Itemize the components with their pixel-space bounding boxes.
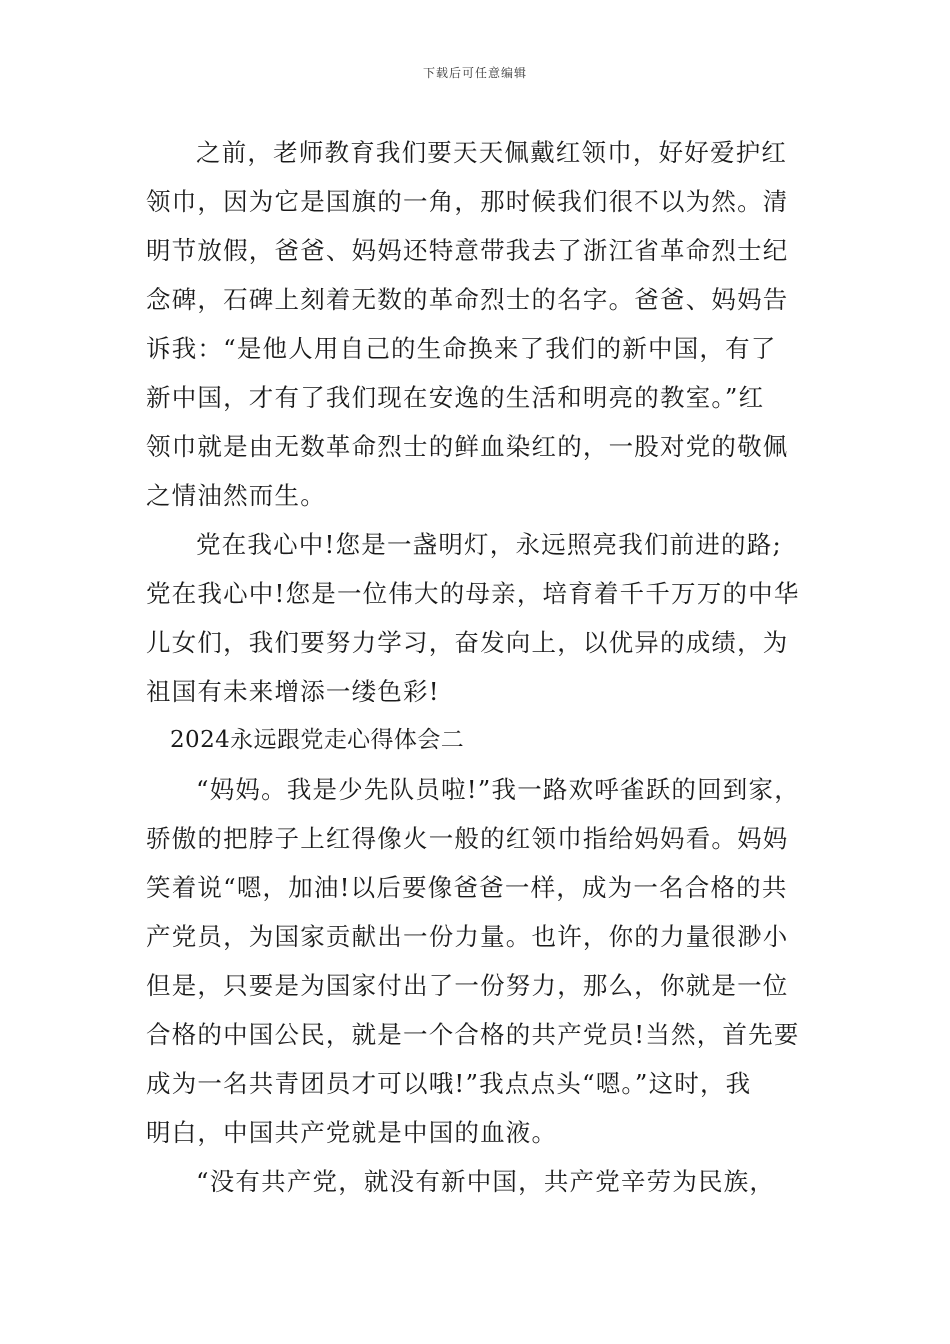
text-line: 祖国有未来增添一缕色彩! [146,677,440,706]
text-line: “妈妈。我是少先队员啦!”我一路欢呼雀跃的回到家， [196,775,800,804]
text-line: 儿女们，我们要努力学习，奋发向上，以优异的成绩，为 [146,628,789,657]
text-line: 合格的中国公民，就是一个合格的共产党员!当然，首先要 [146,1020,800,1049]
section-heading: 2024永远跟党走心得体会二 [170,727,465,753]
text-line: 明节放假，爸爸、妈妈还特意带我去了浙江省革命烈士纪 [146,236,789,265]
text-line: 党在我心中!您是一位伟大的母亲，培育着千千万万的中华 [146,579,800,608]
text-line: 但是，只要是为国家付出了一份努力，那么，你就是一位 [146,971,789,1000]
text-line: 领巾，因为它是国旗的一角，那时候我们很不以为然。清 [146,187,789,216]
text-line: 念碑，石碑上刻着无数的革命烈士的名字。爸爸、妈妈告 [146,285,789,314]
text-line: “没有共产党，就没有新中国，共产党辛劳为民族， [196,1167,776,1196]
text-line: 之情油然而生。 [146,481,326,510]
page-header-note: 下载后可任意编辑 [422,66,527,80]
text-line: 明白，中国共产党就是中国的血液。 [146,1118,558,1147]
text-line: 成为一名共青团员才可以哦!”我点点头“嗯。”这时，我 [146,1069,752,1098]
text-line: 笑着说“嗯，加油!以后要像爸爸一样，成为一名合格的共 [146,873,788,902]
text-line: 之前，老师教育我们要天天佩戴红领巾，好好爱护红 [196,138,788,167]
text-line: 新中国，才有了我们现在安逸的生活和明亮的教室。”红 [146,383,765,412]
text-line: 领巾就是由无数革命烈士的鲜血染红的，一股对党的敬佩 [146,432,789,461]
document-body [146,128,814,1206]
text-line: 党在我心中!您是一盏明灯，永远照亮我们前进的路; [196,530,782,559]
text-line: 产党员，为国家贡献出一份力量。也许，你的力量很渺小 [146,922,789,951]
text-line: 骄傲的把脖子上红得像火一般的红领巾指给妈妈看。妈妈 [146,824,789,853]
text-line: 诉我：“是他人用自己的生命换来了我们的新中国，有了 [146,334,777,363]
